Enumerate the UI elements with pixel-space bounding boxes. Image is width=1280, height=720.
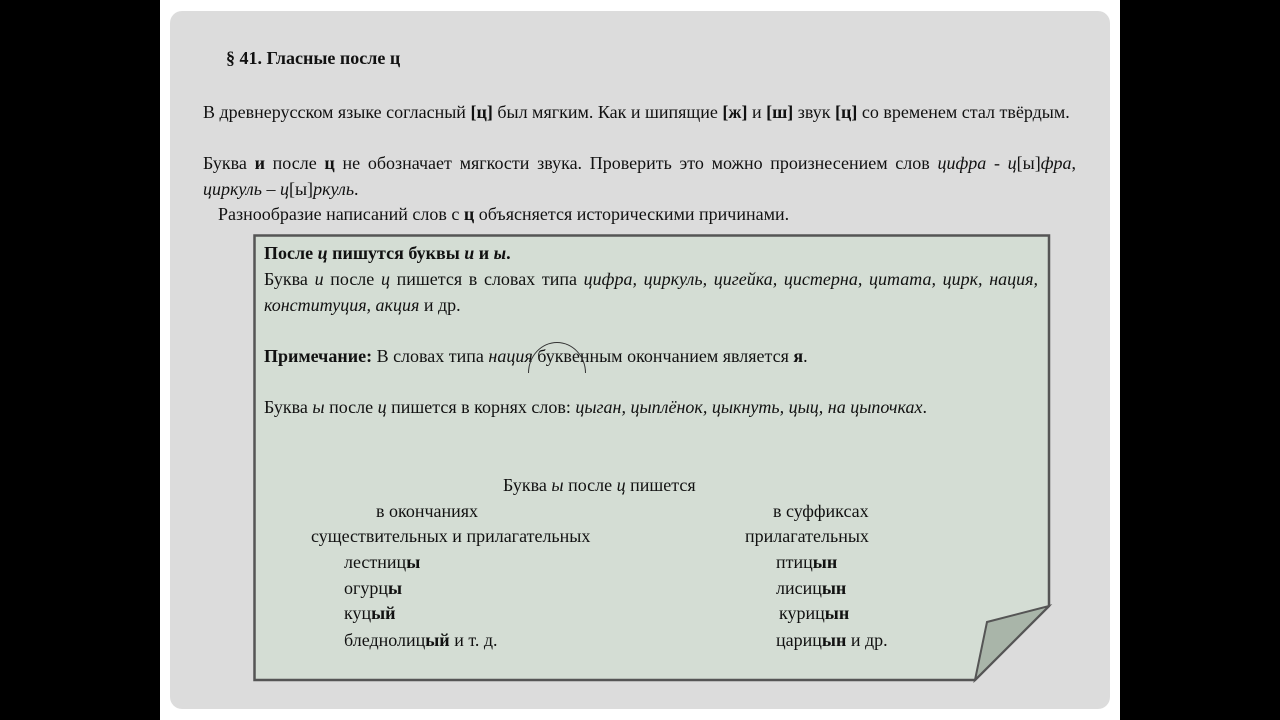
col1-row: бледнолицый и т. д. xyxy=(344,630,498,650)
intro-paragraph-1: В древнерусском языке согласный [ц] был мягким. Как и шипящие [ж] и [ш] звук [ц] со временем стал твёрдым. xyxy=(203,102,1070,122)
col2-header-2: прилагательных xyxy=(745,526,869,546)
note-title: После ц пишутся буквы и и ы. xyxy=(264,243,511,263)
col2-row: лисицын xyxy=(776,578,847,598)
col2-row: царицын и др. xyxy=(776,630,888,650)
intro-paragraph-3: Разнообразие написаний слов с ц объясняется историческими причинами. xyxy=(218,204,790,224)
col2-row: птицын xyxy=(776,552,838,572)
remark: Примечание: В словах типа нация буквенным окончанием является я. xyxy=(264,346,808,366)
note-content xyxy=(264,240,1038,420)
col1-header-2: существительных и прилагательных xyxy=(311,526,591,546)
rule-i: Буква и после ц пишется в словах типа цифра, циркуль, цигейка, цистерна, цитата, цирк, нация, конституция, акция и др. xyxy=(264,269,1039,315)
table-title: Буква ы после ц пишется xyxy=(503,475,696,495)
rule-y: Буква ы после ц пишется в корнях слов: цыган, цыплёнок, цыкнуть, цыц, на цыпочках. xyxy=(264,397,927,417)
col1-row: куцый xyxy=(344,603,396,623)
col2-row: курицын xyxy=(779,603,850,623)
col1-row: лестницы xyxy=(344,552,421,572)
intro-paragraph-2: Буква и после ц не обозначает мягкости звука. Проверить это можно произнесением слов цифра - ц[ы]фра, циркуль – ц[ы]ркуль. xyxy=(203,153,1077,199)
section-heading: § 41. Гласные после ц xyxy=(226,48,401,68)
col1-header-1: в окончаниях xyxy=(376,501,479,521)
col2-header-1: в суффиксах xyxy=(773,501,869,521)
col1-row: огурцы xyxy=(344,578,403,598)
